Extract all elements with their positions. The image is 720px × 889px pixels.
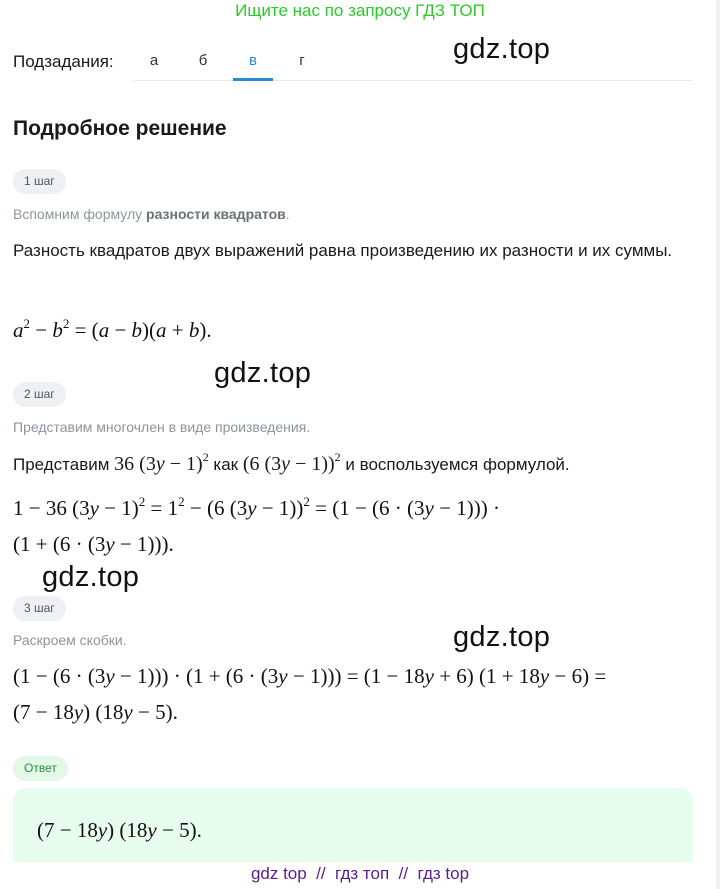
step-1-text: Разность квадратов двух выражений равна произведению их разности и их суммы. — [13, 241, 673, 260]
step-1-badge: 1 шаг — [13, 169, 66, 194]
watermark: gdz.top — [453, 33, 551, 65]
subtasks-tab-bar — [134, 45, 692, 81]
subtasks-nav — [13, 45, 693, 81]
step-2-text: Представим 36 $(3y - 1)^2$ как (6 (3y − 1))$^2$ и воспользуемся формулой. — [13, 450, 570, 475]
answer-box — [13, 788, 693, 862]
step-2-formula-line-2: (1 + (6 · (3y − 1))). — [13, 532, 174, 556]
watermark: gdz.top — [453, 621, 551, 653]
subtasks-label: Подзадания: — [13, 52, 114, 71]
scrollbar[interactable] — [716, 0, 720, 889]
tab-g[interactable]: г — [299, 52, 305, 69]
tab-b[interactable]: б — [198, 52, 208, 69]
section-title: Подробное решение — [13, 117, 227, 140]
step-3-badge: 3 шаг — [13, 596, 66, 621]
step-3-formula-line-2: (7 − 18y) (18y − 5). — [13, 700, 178, 724]
step-2-formula-line-1: 1 − 36 $(3y - 1)^2 = 1^2 - (6$ (3y − 1))$^2$ = (1 − (6 · (3y − 1))) · — [13, 494, 500, 520]
tab-a[interactable]: а — [149, 52, 159, 69]
step-3-formula-line-1: (1 − (6 · (3y − 1))) · (1 + (6 · (3y − 1))) = (1 − 18y + 6) (1 + 18y − 6) = — [13, 664, 607, 688]
step-3-hint: Раскроем скобки. — [13, 632, 127, 648]
step-2-hint: Представим многочлен в виде произведения. — [13, 419, 311, 435]
answer-formula: (7 − 18y) (18y − 5). — [37, 818, 202, 842]
step-1-formula: $a^2 - b^2 = (a - b)(a + b)$. — [13, 316, 212, 342]
step-2-badge: 2 шаг — [13, 382, 66, 407]
tab-v[interactable]: в — [233, 45, 273, 81]
footer-links[interactable]: gdz top // гдз топ // гдз top — [250, 864, 470, 883]
watermark: gdz.top — [214, 357, 312, 389]
watermark: gdz.top — [42, 561, 140, 593]
answer-badge: Ответ — [13, 756, 68, 781]
step-1-hint: Вспомним формулу разности квадратов. — [13, 206, 290, 222]
top-banner: Ищите нас по запросу ГДЗ ТОП — [235, 1, 485, 20]
